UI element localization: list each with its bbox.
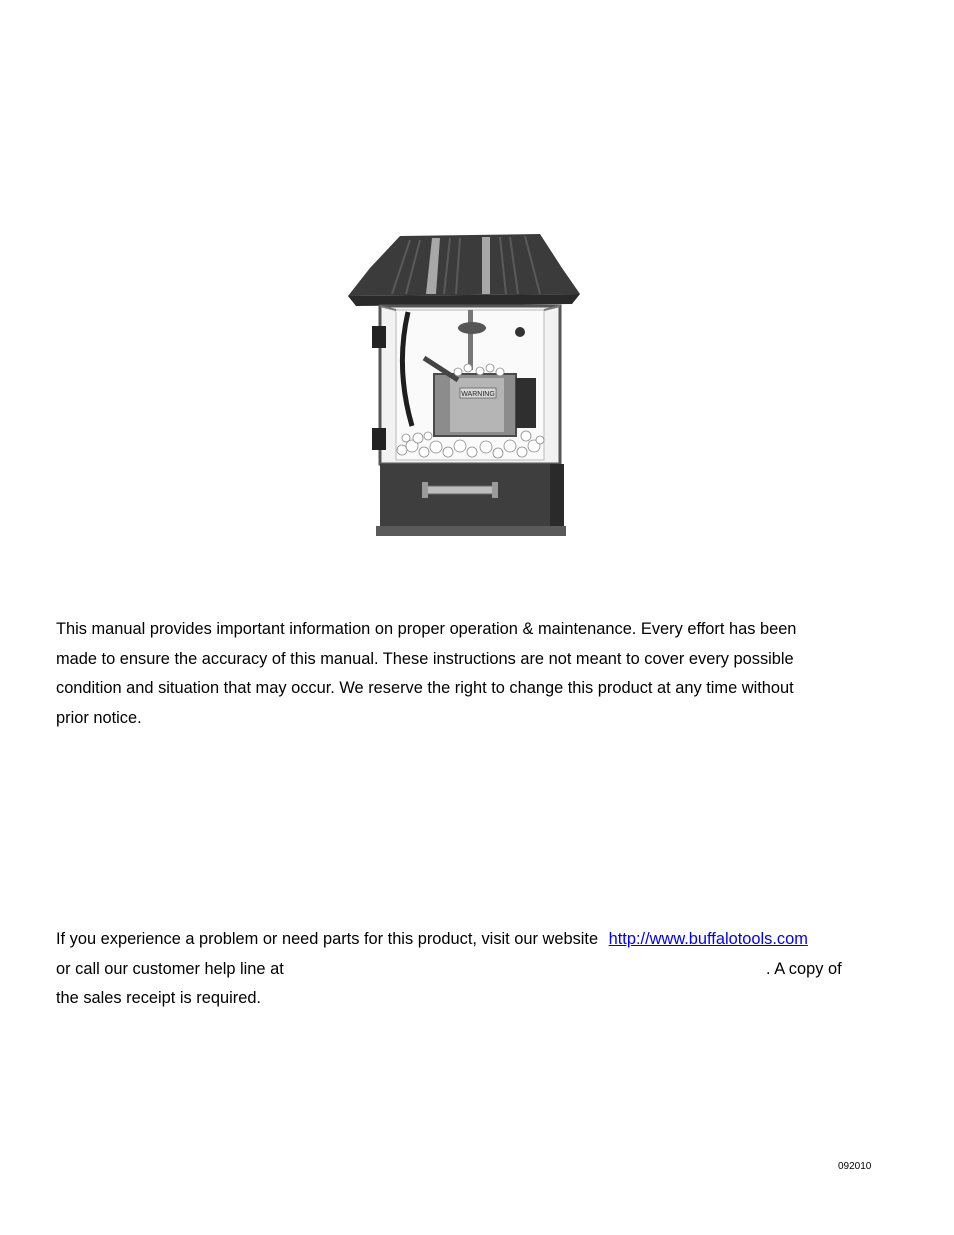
support-line-1 (56, 925, 856, 955)
roof (348, 234, 580, 306)
support-line-2-left: or call our customer help line at (56, 959, 284, 978)
support-paragraph (56, 925, 856, 1014)
warning-label: WARNING (461, 391, 495, 398)
popcorn-machine-image (340, 228, 590, 544)
document-code: 092010 (838, 1161, 872, 1172)
support-line-2-right: . A copy of (766, 959, 842, 978)
intro-paragraph (56, 615, 856, 733)
intro-line-4: prior notice. (56, 708, 142, 727)
website-link[interactable]: http://www.buffalotools.com (608, 930, 808, 948)
intro-line-2: made to ensure the accuracy of this manual. These instructions are not meant to cover every possible (56, 649, 794, 668)
support-line-3: the sales receipt is required. (56, 989, 261, 1007)
support-line-2 (56, 955, 856, 985)
intro-line-1: This manual provides important information on proper operation & maintenance. Every effort has been (56, 620, 797, 638)
intro-line-3: condition and situation that may occur. We reserve the right to change this product at any time without (56, 679, 794, 697)
base-drawer (376, 464, 566, 536)
support-line-1-text: If you experience a problem or need parts for this product, visit our website (56, 930, 603, 948)
